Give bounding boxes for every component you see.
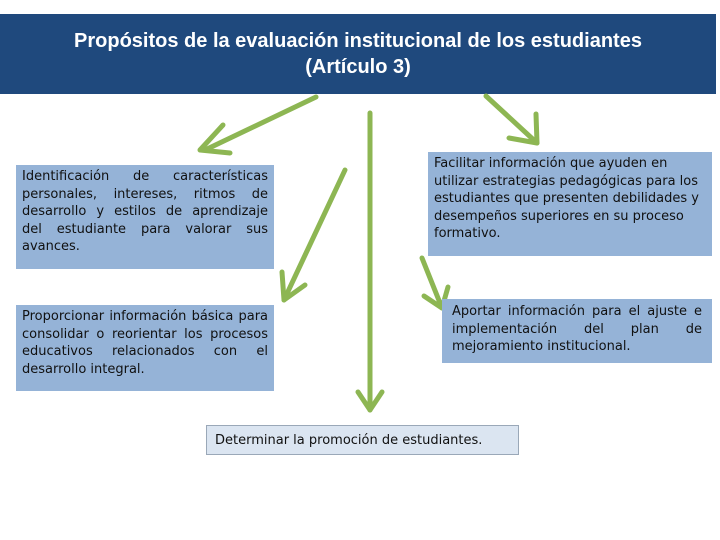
purpose-box-identification	[16, 165, 274, 269]
title-line-1: Propósitos de la evaluación institucional de los estudiantes	[74, 30, 642, 52]
arrow-to-box-3	[284, 170, 345, 300]
title-line-2: (Artículo 3)	[305, 56, 411, 78]
purpose-text: Proporcionar información básica para consolidar o reorientar los procesos educativos relacionados con el desarrollo integral.	[22, 309, 268, 377]
purpose-box-improvement-plan	[442, 299, 712, 363]
purpose-box-information-strategies	[428, 152, 712, 256]
purpose-text: Determinar la promoción de estudiantes.	[215, 433, 483, 448]
purpose-box-promotion	[206, 425, 519, 455]
purpose-text: Aportar información para el ajuste e implementación del plan de mejoramiento institucional.	[452, 304, 702, 354]
purpose-text: Identificación de características personales, intereses, ritmos de desarrollo y estilos de aprendizaje del estudiante para valorar sus avances.	[22, 169, 268, 254]
purpose-text: Facilitar información que ayuden en utilizar estrategias pedagógicas para los estudiantes que presenten debilidades y desempeños superiores en su proceso formativo.	[434, 156, 699, 241]
purpose-box-basic-information	[16, 305, 274, 391]
